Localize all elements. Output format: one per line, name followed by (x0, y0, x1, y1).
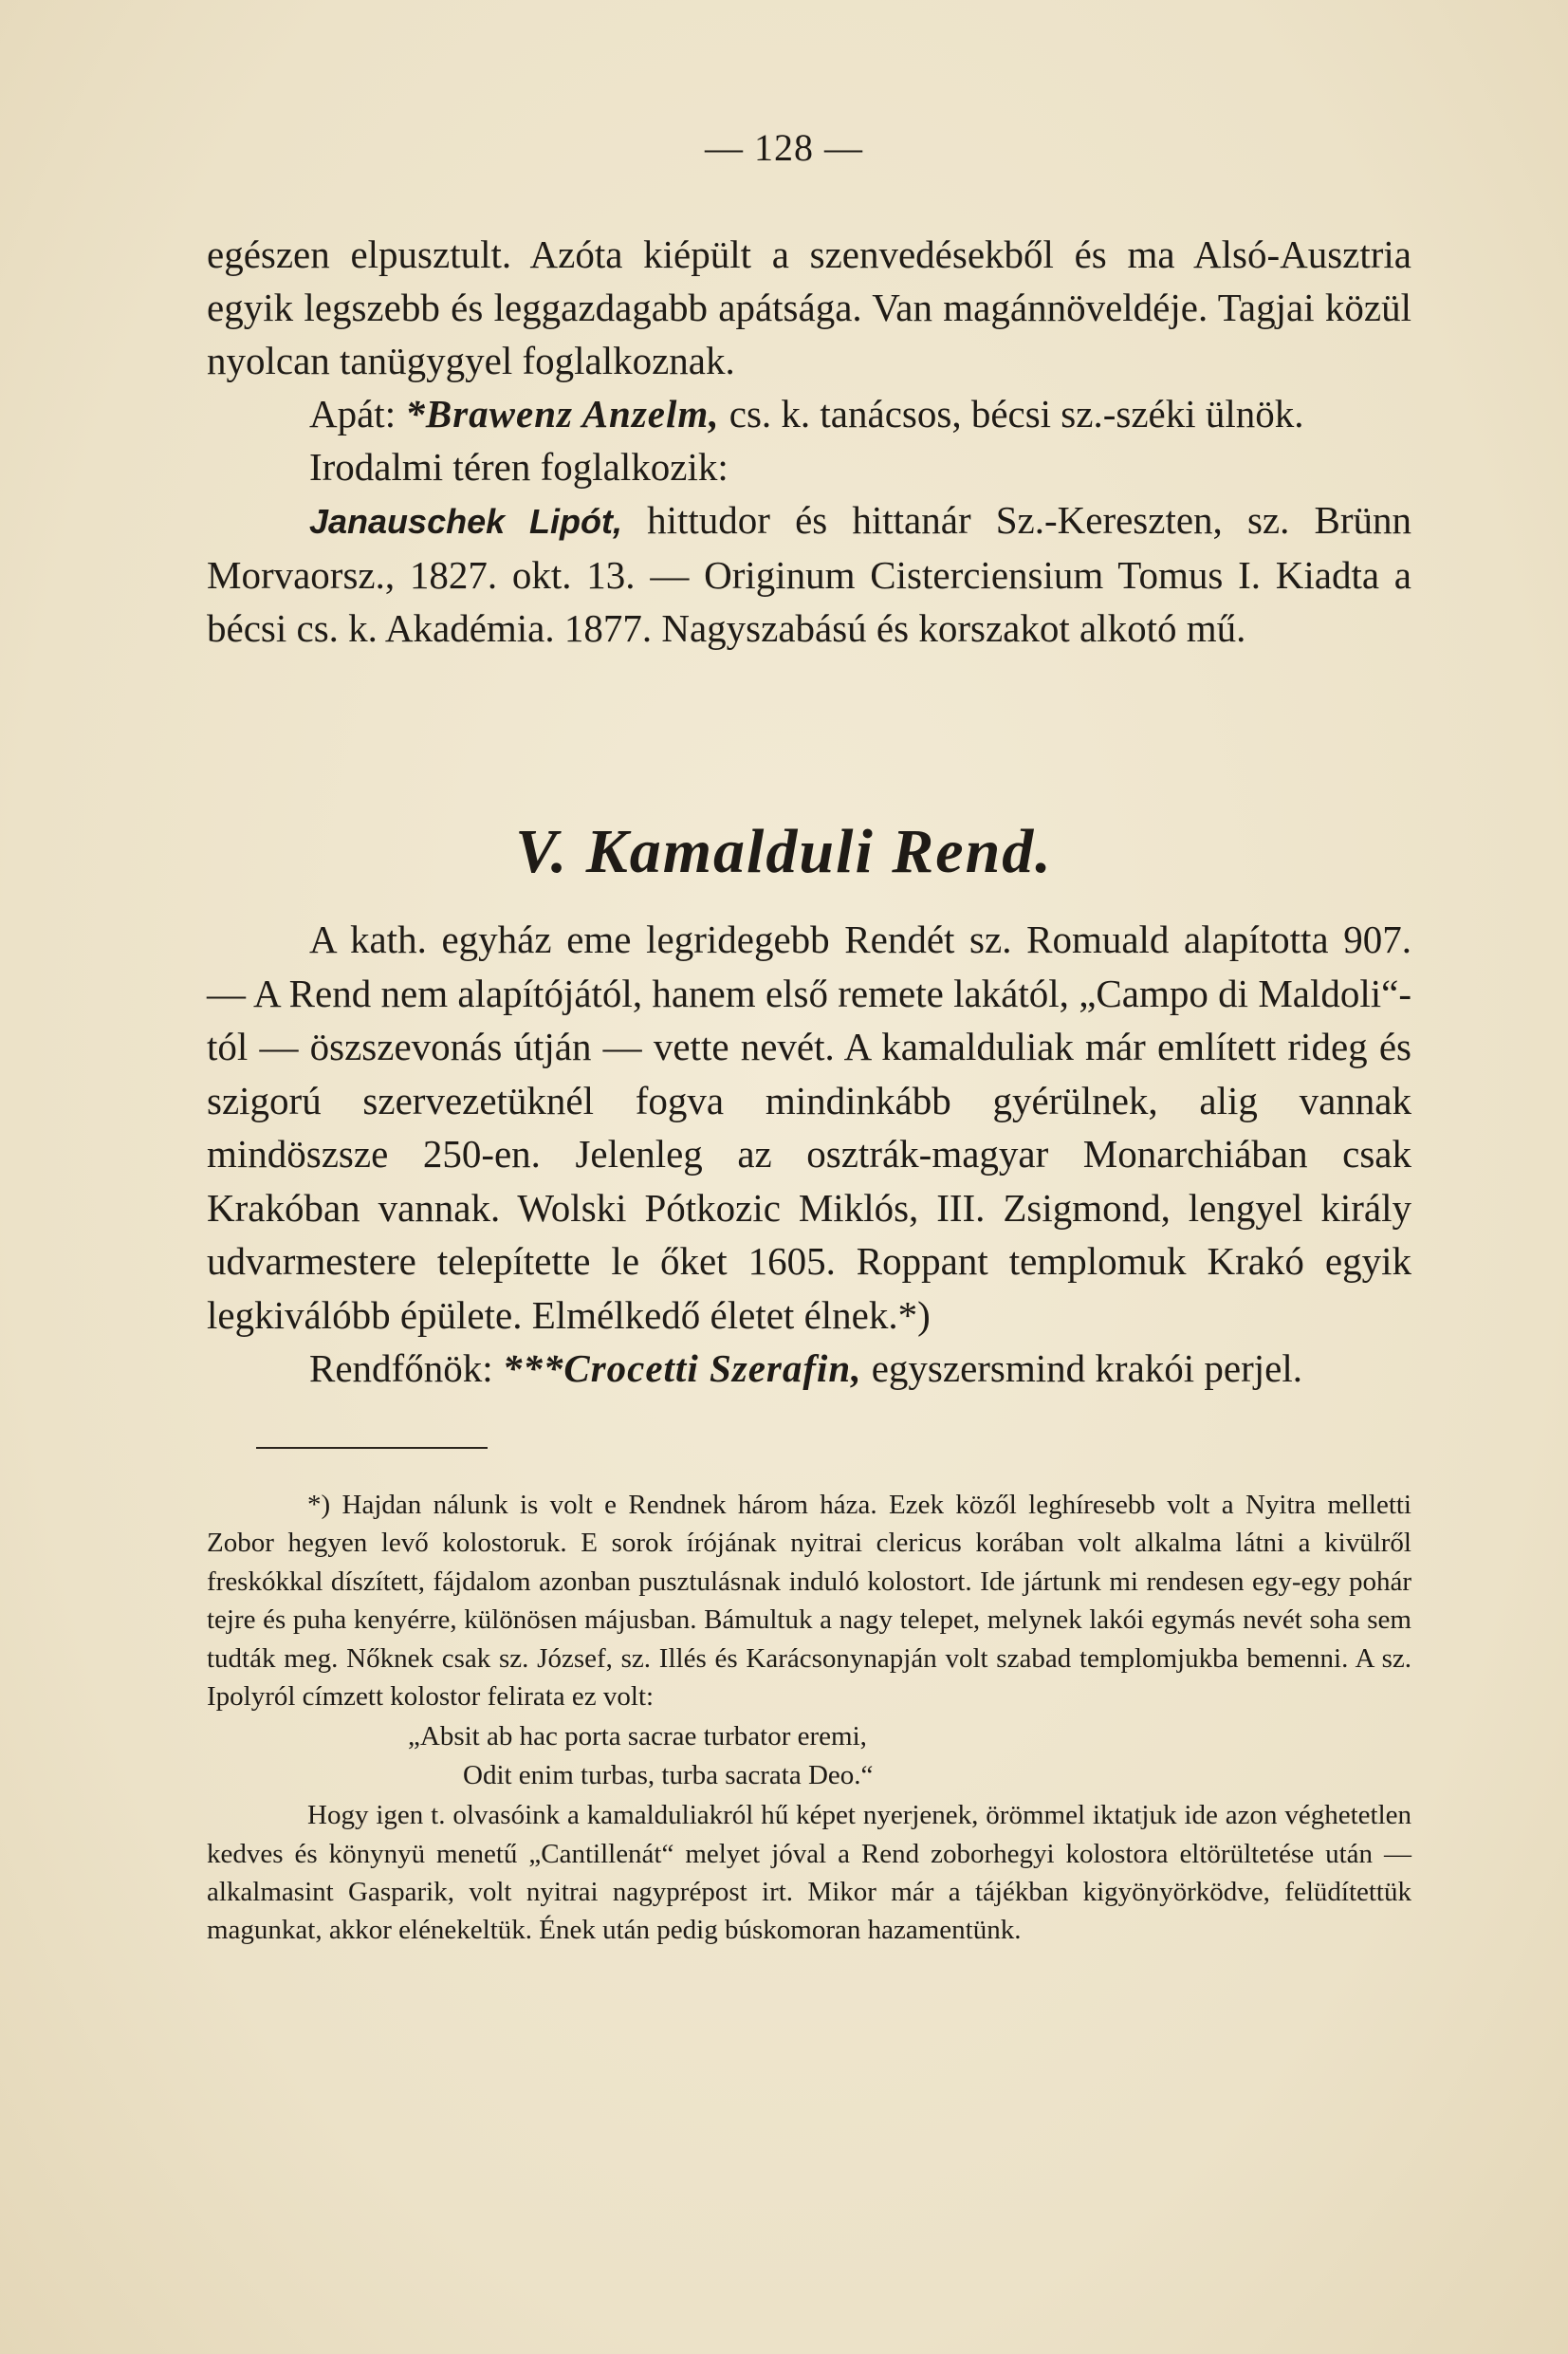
footnote-paragraph-1: *) Hajdan nálunk is volt e Rendnek három háza. Ezek közől leghíresebb volt a Nyitra melletti Zobor hegyen levő kolostoruk. E sorok írójának nyitrai clericus korában volt alkalma látni a kivülről freskókkal díszített, fájdalom azonban pusztulásnak induló kolostort. Ide jártunk mi rendesen egy-egy pohár tejre és puha kenyérre, különösen májusban. Bámultuk a nagy telepet, melynek lakói egymás nevét soha sem tudták meg. Nőknek csak sz. József, sz. Illés és Karácsonynapján volt szabad templomjukba bemenni. A sz. Ipolyról címzett kolostor felirata ez volt: (207, 1490, 1411, 1713)
author-details: hittudor és hittanár Sz.-Kereszten, sz. Brünn Morvaorsz., 1827. okt. 13. — Originum Cisterciensium Tomus I. Kiadta a bécsi cs. k. Akadémia. 1877. Nagyszabású és korszakot alkotó mű. (207, 498, 1411, 650)
abbot-label: Apát: (309, 392, 406, 436)
superior-paragraph (207, 1342, 1411, 1396)
inscription-line-1: „Absit ab hac porta sacrae turbator eremi, (408, 1721, 867, 1752)
intro-paragraph-1: egészen elpusztult. Azóta kiépült a szenvedésekből és ma Alsó-Ausztria egyik legszebb és leggazdagabb apátsága. Van magánnöveldéje. Tagjai közül nyolcan tanügygyel foglalkoznak. (207, 232, 1411, 382)
footnote-divider (256, 1447, 488, 1449)
author-name: Janauschek Lipót, (309, 502, 622, 541)
section-paragraph-1: A kath. egyház eme legridegebb Rendét sz. Romuald alapította 907. — A Rend nem alapítójától, hanem első remete lakától, „Campo di Maldoli“-tól — öszszevonás útján — vette nevét. A kamalduliak már említett rideg és szigorú szervezetüknél fogva mindinkább gyérülnek, alig vannak mindöszsze 250-en. Jelenleg az osztrák-magyar Monarchiában csak Krakóban vannak. Wolski Pótkozic Miklós, III. Zsigmond, lengyel király udvarmestere telepítette le őket 1605. Roppant templomuk Krakó egyik legkiválóbb épülete. Elmélkedő életet élnek.*) (207, 918, 1411, 1337)
superior-name: ***Crocetti Szerafin, (502, 1346, 862, 1390)
author-entry (207, 493, 1411, 655)
section-text (207, 913, 1411, 1396)
superior-details: egyszersmind krakói perjel. (861, 1346, 1302, 1390)
abbot-details: cs. k. tanácsos, bécsi sz.-széki ülnök. (719, 392, 1304, 436)
page-number: — 128 — (705, 126, 863, 169)
intro-text (207, 228, 1411, 655)
inscription-line-2: Odit enim turbas, turba sacrata Deo.“ (463, 1759, 874, 1790)
latin-inscription (207, 1717, 1411, 1794)
literary-heading: Irodalmi téren foglalkozik: (309, 445, 729, 489)
abbot-name: *Brawenz Anzelm, (405, 392, 720, 436)
footnote-block (207, 1486, 1411, 1950)
section-heading: V. Kamalduli Rend. (515, 817, 1053, 886)
footnote-paragraph-2: Hogy igen t. olvasóink a kamalduliakról hű képet nyerjenek, örömmel iktatjuk ide azon véghetetlen kedves és könynyü menetű „Cantillenát“ melyet jóval a Rend zoborhegyi kolostora eltörültetése után — alkalmasint Gasparik, volt nyitrai nagyprépost irt. Mikor már a tájékban kigyönyörködve, felüdítettük magunkat, akkor elénekeltük. Ének után pedig búskomoran hazamentünk. (207, 1800, 1411, 1946)
abbot-paragraph (207, 387, 1411, 440)
superior-label: Rendfőnök: (309, 1346, 503, 1390)
